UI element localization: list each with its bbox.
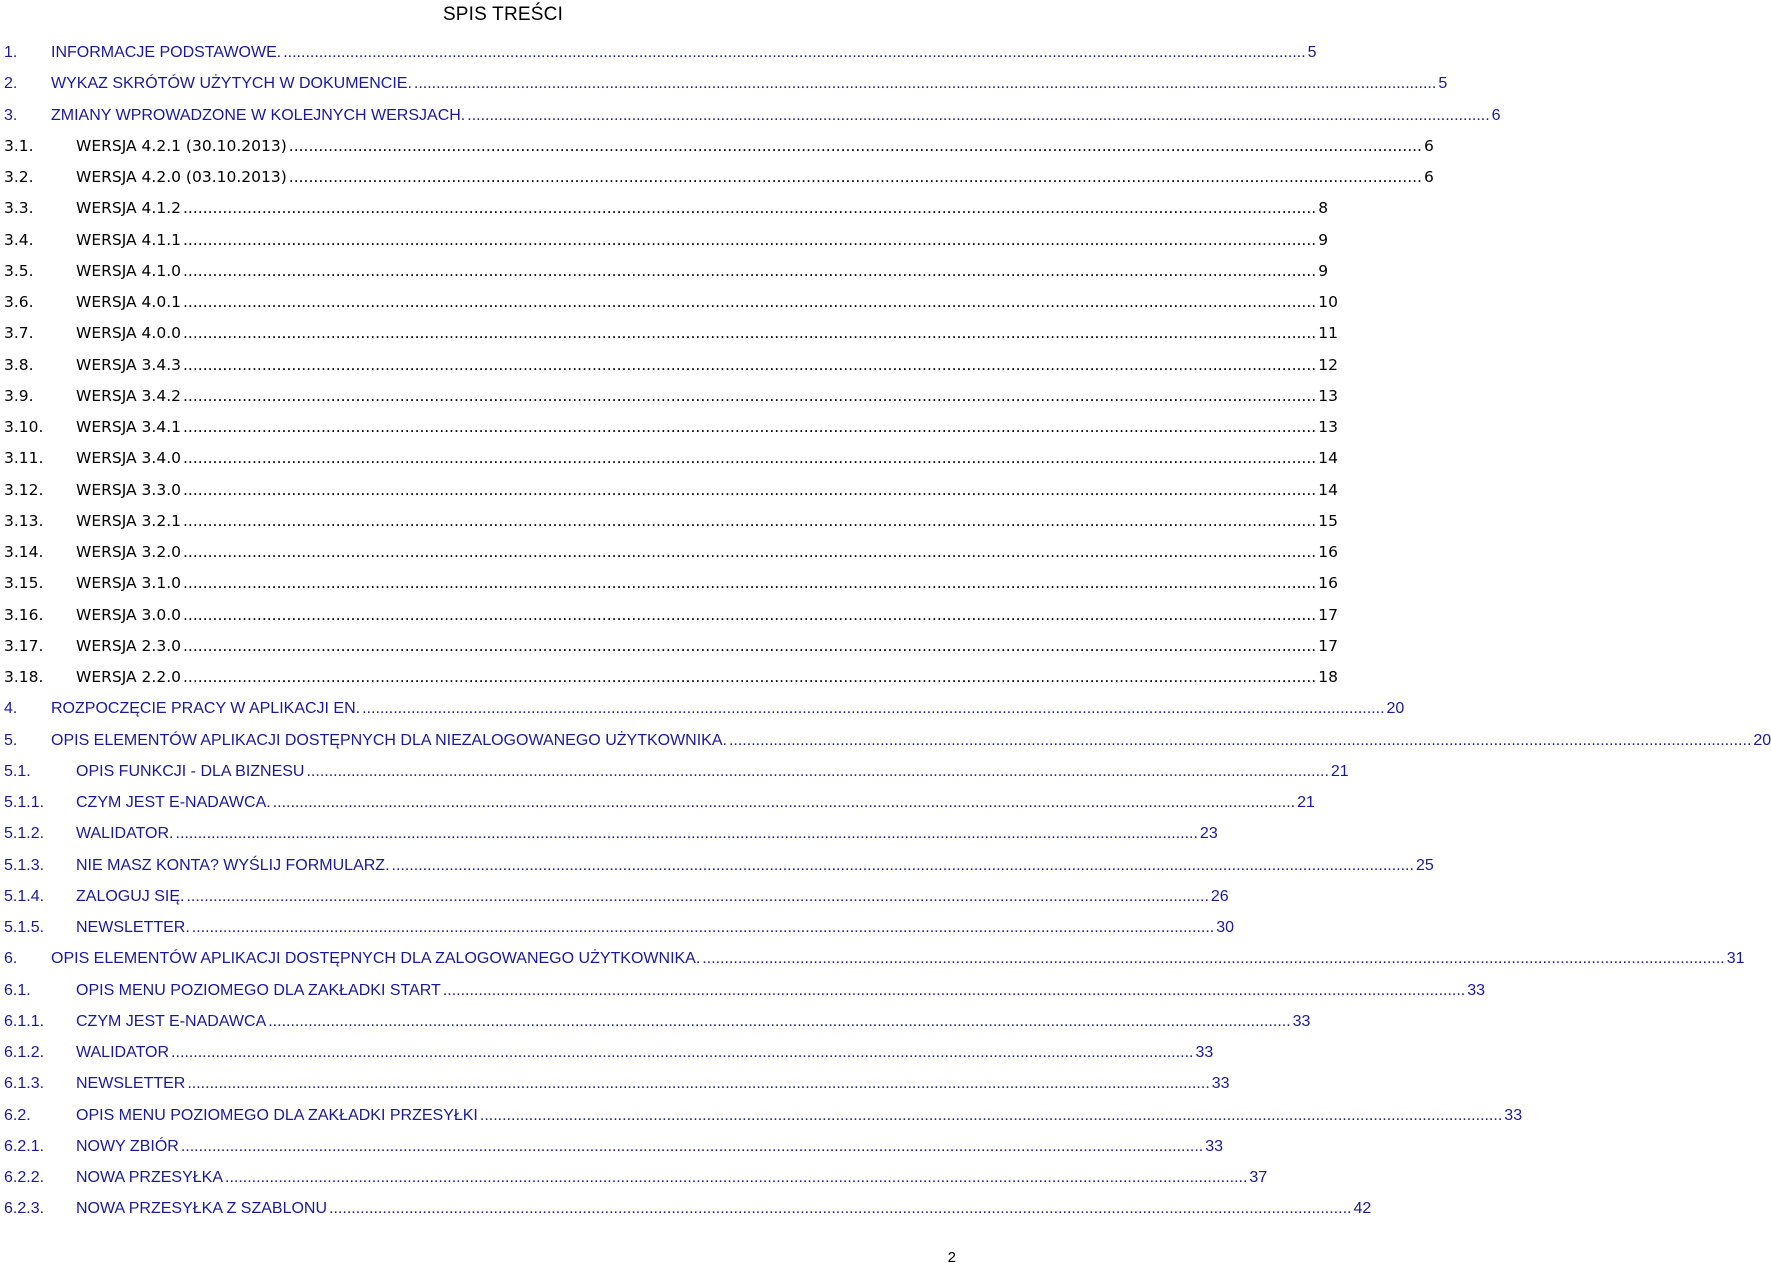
toc-dot-leader [176,818,1198,849]
toc-entry-number: 6.1.3. [4,1075,45,1093]
toc-dot-leader [729,725,1751,756]
toc-dot-leader [362,693,1384,724]
toc-entry[interactable] [4,631,1338,662]
toc-entry-page: 13 [1318,418,1338,436]
toc-entry-label: NIE MASZ KONTA? WYŚLIJ FORMULARZ. [76,856,390,874]
toc-entry[interactable] [4,350,1338,381]
toc-entry[interactable] [4,1193,1372,1224]
toc-dot-leader [183,662,1316,693]
toc-dot-leader [181,1131,1203,1162]
toc-dot-leader [183,443,1316,474]
toc-entry-label: WERSJA 2.2.0 [76,668,181,686]
toc-entry[interactable] [4,568,1338,599]
toc-entry-label: WALIDATOR. [76,825,174,843]
toc-dot-leader [283,37,1305,68]
toc-entry-number: 6.2.1. [4,1137,45,1155]
toc-entry[interactable] [4,662,1338,693]
toc-entry-label: NEWSLETTER. [76,919,190,936]
toc-entry-label: WERSJA 3.4.0 [76,449,181,468]
toc-entry-page: 21 [1330,762,1349,780]
toc-entry[interactable] [4,443,1338,474]
toc-entry[interactable] [4,975,1486,1006]
toc-entry-label: WERSJA 3.3.0 [76,480,181,499]
toc-entry-page: 15 [1318,511,1338,530]
toc-dot-leader [183,631,1316,662]
toc-entry[interactable] [4,1068,1230,1099]
toc-dot-leader [187,1068,1209,1099]
toc-entry[interactable] [4,881,1229,912]
toc-entry-page: 42 [1353,1200,1372,1218]
toc-entry-number: 3.6. [4,293,34,311]
toc-entry-page: 18 [1318,668,1338,686]
toc-entry-number: 3.17. [4,636,44,655]
toc-entry-page: 33 [1467,981,1486,999]
toc-dot-leader [268,1006,1290,1037]
toc-entry-page: 25 [1415,856,1434,874]
toc-entry[interactable] [4,68,1448,99]
toc-entry[interactable] [4,256,1329,287]
toc-dot-leader [183,225,1316,256]
toc-entry-number: 5.1.3. [4,856,45,874]
toc-dot-leader [392,850,1414,881]
toc-title: SPIS TREŚCI [442,4,564,25]
toc-entry-label: NOWY ZBIÓR [76,1137,179,1155]
toc-entry-page: 17 [1318,636,1338,655]
toc-entry-label: WERSJA 3.2.0 [76,543,181,561]
toc-entry-page: 33 [1292,1012,1311,1030]
toc-entry-number: 6.2. [4,1106,31,1124]
toc-entry[interactable] [4,1162,1268,1193]
toc-entry-page: 26 [1210,887,1229,905]
toc-dot-leader [467,100,1489,131]
toc-dot-leader [183,350,1316,381]
toc-dot-leader [183,412,1316,443]
toc-entry[interactable] [4,756,1349,787]
toc-entry-number: 6.1. [4,981,31,999]
toc-entry-label: CZYM JEST E-NADAWCA [76,1012,267,1030]
toc-entry[interactable] [4,287,1338,318]
toc-entry[interactable] [4,131,1434,162]
toc-dot-leader [273,787,1295,818]
toc-entry-page: 23 [1199,825,1218,843]
toc-entry-label: OPIS ELEMENTÓW APLIKACJI DOSTĘPNYCH DLA ZALOGOWANEGO UŻYTKOWNIKA. [51,950,701,968]
toc-entry-label: WERSJA 2.3.0 [76,636,181,655]
toc-entry[interactable] [4,600,1338,631]
toc-entry-label: NOWA PRZESYŁKA Z SZABLONU [76,1200,328,1218]
toc-entry-page: 16 [1318,543,1338,561]
toc-entry-page: 8 [1318,199,1329,218]
toc-entry-label: OPIS MENU POZIOMEGO DLA ZAKŁADKI PRZESYŁKI [76,1106,478,1124]
toc-entry-label: WERSJA 3.0.0 [76,605,181,624]
toc-entry-page: 5 [1438,75,1448,93]
toc-entry-number: 3.12. [4,480,44,499]
toc-entry-number: 3.10. [4,418,44,436]
toc-dot-leader [480,1100,1502,1131]
toc-entry-number: 3.1. [4,136,34,155]
toc-entry-number: 3.4. [4,230,34,249]
toc-entry-number: 3. [4,106,18,124]
toc-entry[interactable] [4,725,1771,756]
toc-entry-label: WERSJA 3.1.0 [76,574,181,593]
toc-dot-leader [183,506,1316,537]
toc-entry-number: 3.9. [4,386,34,405]
toc-entry-number: 2. [4,75,18,93]
toc-entry-label: WERSJA 4.1.2 [76,199,181,218]
toc-entry-label: WERSJA 4.2.0 (03.10.2013) [76,168,287,186]
toc-entry-label: INFORMACJE PODSTAWOWE. [51,44,282,61]
toc-entry[interactable] [4,912,1235,943]
toc-entry-page: 14 [1318,480,1338,499]
toc-entry-page: 11 [1318,324,1338,343]
toc-entry-label: WALIDATOR [76,1044,170,1061]
toc-entry-label: WERSJA 4.0.1 [76,293,181,311]
toc-entry-label: ZALOGUJ SIĘ. [76,887,185,905]
toc-entry-number: 3.7. [4,324,34,343]
page-number: 2 [947,1249,956,1266]
toc-entry-label: NEWSLETTER [76,1075,186,1093]
toc-entry-page: 30 [1216,919,1235,936]
toc-dot-leader [289,131,1422,162]
toc-entry-number: 5.1.2. [4,825,45,843]
toc-entry[interactable] [4,475,1338,506]
toc-entry[interactable] [4,412,1338,443]
toc-dot-leader [183,568,1316,599]
toc-entry-page: 14 [1318,449,1338,468]
toc-entry[interactable] [4,818,1218,849]
toc-entry-number: 4. [4,700,18,718]
toc-entry-label: OPIS MENU POZIOMEGO DLA ZAKŁADKI START [76,981,441,999]
toc-entry-number: 3.13. [4,511,44,530]
toc-entry-label: CZYM JEST E-NADAWCA. [76,794,271,811]
toc-entry[interactable] [4,1100,1523,1131]
toc-entry-page: 33 [1205,1137,1224,1155]
toc-dot-leader [171,1037,1193,1068]
toc-entry[interactable] [4,100,1501,131]
toc-entry-number: 3.15. [4,574,44,593]
toc-entry-page: 6 [1423,136,1434,155]
toc-dot-leader [225,1162,1247,1193]
toc-entry[interactable] [4,787,1315,818]
toc-entry[interactable] [4,193,1329,224]
toc-entry-page: 9 [1318,230,1329,249]
toc-entry[interactable] [4,537,1338,568]
toc-entry[interactable] [4,37,1317,68]
toc-dot-leader [183,256,1316,287]
toc-entry-number: 6.2.2. [4,1169,45,1186]
toc-entry-number: 5.1.4. [4,887,45,905]
toc-entry-label: WERSJA 3.2.1 [76,511,181,530]
toc-entry-page: 13 [1318,386,1338,405]
toc-entry-page: 12 [1318,355,1338,374]
toc-dot-leader [702,943,1724,974]
toc-entry-number: 6.2.3. [4,1200,45,1218]
toc-entry-number: 3.2. [4,168,34,186]
toc-entry-label: OPIS ELEMENTÓW APLIKACJI DOSTĘPNYCH DLA NIEZALOGOWANEGO UŻYTKOWNIKA. [51,731,727,749]
toc-entry-page: 21 [1297,794,1315,811]
toc-entry-page: 33 [1195,1044,1214,1061]
toc-dot-leader [329,1193,1351,1224]
toc-entry-label: NOWA PRZESYŁKA [76,1169,223,1186]
toc-list [4,37,1771,1225]
toc-entry-page: 33 [1211,1075,1230,1093]
toc-entry-page: 31 [1726,950,1745,968]
toc-dot-leader [186,881,1208,912]
toc-dot-leader [183,318,1316,349]
toc-entry[interactable] [4,1037,1214,1068]
toc-entry[interactable] [4,225,1329,256]
toc-dot-leader [443,975,1465,1006]
toc-entry-number: 3.16. [4,605,44,624]
toc-entry-number: 5.1. [4,762,31,780]
toc-entry-number: 6.1.1. [4,1012,45,1030]
toc-entry-page: 6 [1491,106,1501,124]
toc-entry-page: 6 [1423,168,1434,186]
toc-entry[interactable] [4,318,1338,349]
toc-entry-number: 3.5. [4,261,34,280]
toc-dot-leader [183,381,1316,412]
toc-dot-leader [306,756,1328,787]
toc-entry-label: ZMIANY WPROWADZONE W KOLEJNYCH WERSJACH. [51,106,466,124]
toc-dot-leader [192,912,1214,943]
toc-entry[interactable] [4,506,1338,537]
toc-entry-label: WERSJA 4.2.1 (30.10.2013) [76,136,287,155]
toc-entry[interactable] [4,943,1745,974]
toc-dot-leader [183,193,1316,224]
toc-entry-number: 3.3. [4,199,34,218]
toc-entry-number: 5. [4,731,18,749]
toc-entry-number: 5.1.1. [4,794,45,811]
toc-entry-label: ROZPOCZĘCIE PRACY W APLIKACJI EN. [51,700,361,718]
toc-entry-label: WERSJA 4.1.0 [76,261,181,280]
toc-entry-number: 3.14. [4,543,44,561]
toc-entry-page: 20 [1386,700,1405,718]
toc-entry-number: 5.1.5. [4,919,45,936]
toc-entry-label: WERSJA 3.4.1 [76,418,181,436]
toc-entry-page: 37 [1249,1169,1268,1186]
toc-entry-page: 16 [1318,574,1338,593]
toc-entry-number: 3.18. [4,668,44,686]
toc-entry-label: WERSJA 3.4.3 [76,355,181,374]
toc-entry-number: 1. [4,44,18,61]
toc-entry-label: WYKAZ SKRÓTÓW UŻYTYCH W DOKUMENCIE. [51,75,412,93]
toc-entry-number: 6. [4,950,18,968]
toc-dot-leader [183,537,1316,568]
toc-dot-leader [183,287,1316,318]
toc-entry[interactable] [4,162,1434,193]
toc-entry-page: 9 [1318,261,1329,280]
toc-entry-page: 17 [1318,605,1338,624]
toc-entry-page: 10 [1318,293,1338,311]
toc-entry-number: 3.11. [4,449,44,468]
toc-entry-number: 6.1.2. [4,1044,45,1061]
toc-dot-leader [183,475,1316,506]
toc-entry[interactable] [4,693,1405,724]
toc-entry-label: WERSJA 3.4.2 [76,386,181,405]
toc-entry-number: 3.8. [4,355,34,374]
toc-entry-page: 20 [1753,731,1771,749]
toc-dot-leader [183,600,1316,631]
toc-dot-leader [289,162,1422,193]
toc-entry[interactable] [4,1131,1224,1162]
toc-entry-label: OPIS FUNKCJI - DLA BIZNESU [76,762,305,780]
toc-entry[interactable] [4,381,1338,412]
toc-entry-page: 33 [1504,1106,1523,1124]
toc-entry[interactable] [4,1006,1311,1037]
toc-dot-leader [414,68,1436,99]
toc-entry-page: 5 [1307,44,1317,61]
toc-entry[interactable] [4,850,1434,881]
toc-entry-label: WERSJA 4.0.0 [76,324,181,343]
toc-entry-label: WERSJA 4.1.1 [76,230,181,249]
